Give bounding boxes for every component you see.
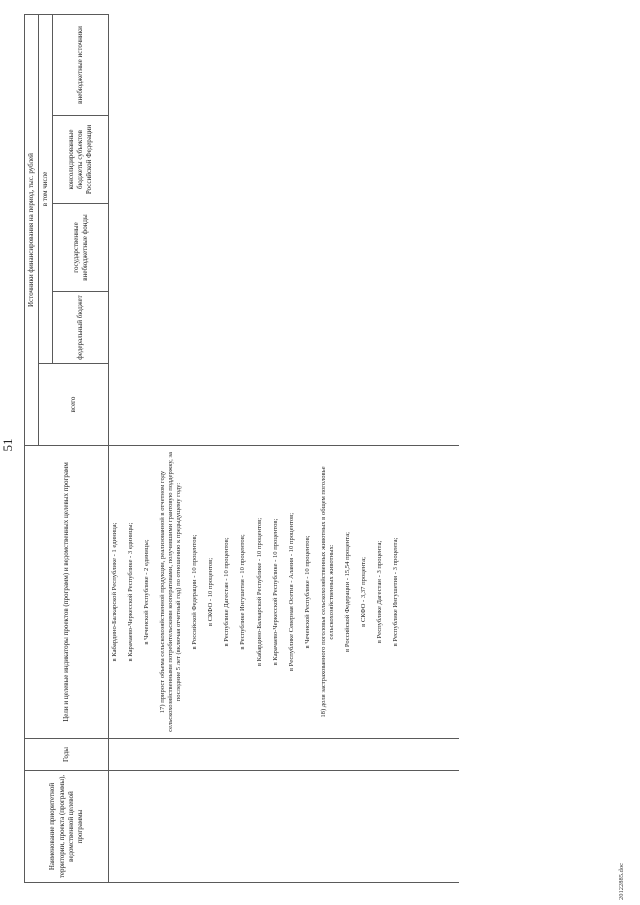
cell-federal xyxy=(109,292,459,364)
cell-goals xyxy=(109,446,459,739)
cell-name xyxy=(109,771,459,883)
goal-line: в Кабардино-Балкарской Республике - 10 процентов; xyxy=(255,517,263,667)
goal-line: в СКФО - 3,37 процента; xyxy=(359,557,367,627)
goal-line: в Республике Ингушетия - 3 процента; xyxy=(391,537,399,647)
header-offbudget: внебюджетные источники xyxy=(53,15,109,116)
document-id: 20122885.doc xyxy=(618,862,625,900)
goal-line: в Российской Федерации - 10 процентов; xyxy=(191,534,199,650)
goal-line: в Чеченской Республике - 2 единицы; xyxy=(143,539,151,645)
cell-state-funds xyxy=(109,204,459,292)
header-name: Наименование приоритетной территории, проекта (программы), ведомственной целевой программы xyxy=(25,771,109,883)
financing-table xyxy=(24,14,459,883)
header-total: всего xyxy=(39,364,109,446)
header-sources: Источники финансирования на период, тыс. рублей xyxy=(25,15,39,446)
goal-line: в Карачаево-Черкесской Республике - 3 единицы; xyxy=(127,522,135,662)
header-including: в том числе xyxy=(39,15,53,364)
goal-line: в Российской Федерации - 15,54 процента; xyxy=(343,532,351,652)
page-number: 51 xyxy=(0,438,15,452)
goal-line: в Республике Ингушетия - 10 процентов; xyxy=(239,534,247,650)
goal-line: в Кабардино-Балкарской Республике - 1 единица; xyxy=(111,522,119,662)
header-years: Годы xyxy=(25,739,109,771)
goal-line: в Карачаево-Черкесской Республике - 10 процентов; xyxy=(271,518,279,666)
goal-line: в Республике Дагестан - 3 процента; xyxy=(375,540,383,644)
cell-total xyxy=(109,364,459,446)
header-regional: консолидированные бюджеты субъектов Российской Федерации xyxy=(53,116,109,204)
goal-line: 18) доля застрахованного поголовья сельскохозяйственных животных в общем поголовье сельскохозяйственных животных: xyxy=(319,466,335,718)
goal-line: в Республике Дагестан - 10 процентов; xyxy=(223,537,231,647)
goal-line: в Чеченской Республике - 10 процентов; xyxy=(303,535,311,649)
goal-line: 17) прирост объема сельскохозяйственной продукции, реализованной в отчетном году сельскохозяйственными потребительскими кооперативами, получившими грантовую поддержку, за последние 5 лет (включая отчетный год) по отношению к предыдущему году: xyxy=(159,452,183,732)
cell-years xyxy=(109,739,459,771)
cell-regional xyxy=(109,116,459,204)
goal-line: в СКФО - 10 процентов; xyxy=(207,557,215,627)
header-state-funds: государственные внебюджетные фонды xyxy=(53,204,109,292)
cell-offbudget xyxy=(109,15,459,116)
goal-line: в Республике Северная Осетия - Алания - 10 процентов; xyxy=(287,512,295,672)
header-federal: федеральный бюджет xyxy=(53,292,109,364)
header-goals: Цели и целевые индикаторы проектов (программ) и ведомственных целевых программ xyxy=(25,446,109,739)
